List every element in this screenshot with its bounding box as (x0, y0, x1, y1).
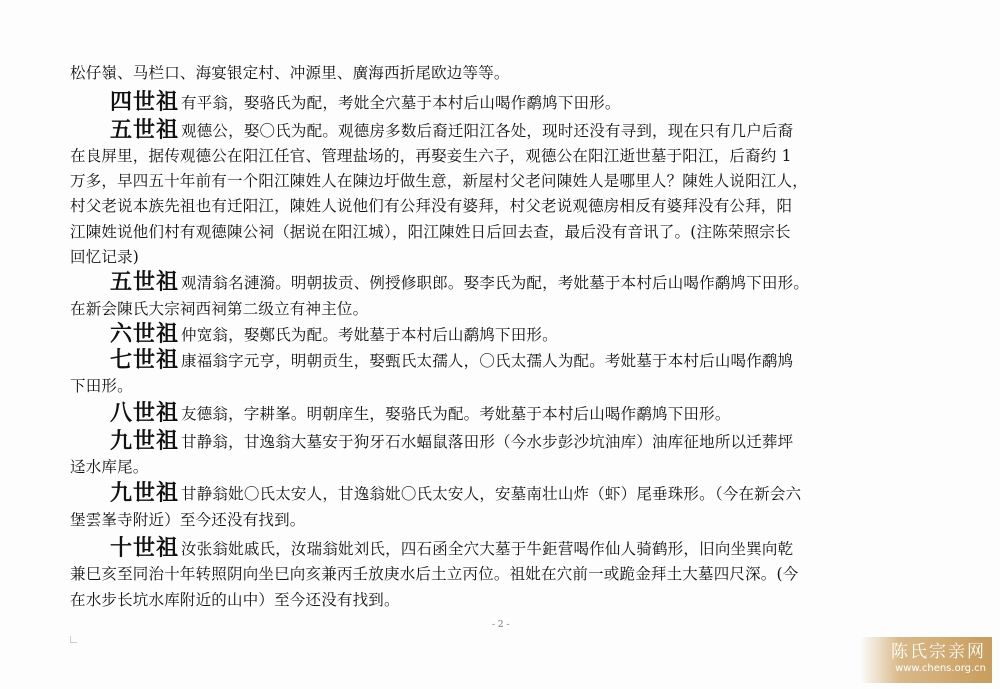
generation-heading: 四世祖 (110, 89, 180, 115)
generation-heading: 八世祖 (110, 400, 180, 426)
section-text: 甘静翁妣〇氏太安人，甘逸翁妣〇氏太安人，安墓南壮山炸（虾）尾垂珠形。（今在新会六 (181, 485, 802, 503)
section-text: 甘静翁，甘逸翁大墓安于狗牙石水蝠鼠落田形（今水步彭沙坑油库）油库征地所以迁葬坪 (181, 433, 794, 451)
text-line: 在水步长坑水库附近的山中）至今还没有找到。 (70, 591, 400, 609)
text-line: 在新会陳氏大宗祠西祠第二级立有神主位。 (70, 300, 369, 318)
text-line: 在良屏里，据传观德公在阳江任官、管理盐场的，再娶妾生六子，观德公在阳江逝世墓于阳江，后裔约 1 (70, 147, 792, 165)
section-text: 友德翁，字耕峯。明朝庠生，娶骆氏为配。考妣墓于本村后山喝作鹬鸠下田形。 (181, 405, 731, 423)
generation-heading: 六世祖 (110, 321, 180, 347)
section-text: 康福翁字元亨，明朝贡生，娶甄氏太孺人，〇氏太孺人为配。考妣墓于本村后山喝作鹬鸠 (181, 352, 794, 370)
site-watermark (860, 637, 992, 683)
section-5th-generation-a (110, 118, 793, 142)
section-10th-generation (110, 536, 793, 560)
watermark-title: 陈氏宗亲网 (891, 642, 986, 662)
section-text: 仲宽翁，娶鄭氏为配。考妣墓于本村后山鹬鸠下田形。 (181, 326, 558, 344)
generation-heading: 九世祖 (110, 428, 180, 454)
text-line: 回忆记录) (70, 248, 140, 266)
section-9th-generation-b (110, 481, 801, 505)
section-7th-generation (110, 348, 793, 372)
section-6th-generation (110, 322, 558, 346)
section-9th-generation-a (110, 429, 793, 453)
generation-heading: 九世祖 (110, 480, 180, 506)
text-line: 松仔嶺、马栏口、海宴银定村、冲源里、廣海西折尾欧边等等。 (70, 64, 510, 82)
section-text: 有平翁，娶骆氏为配，考妣全穴墓于本村后山喝作鹬鸠下田形。 (181, 94, 621, 112)
section-8th-generation (110, 401, 731, 425)
section-5th-generation-b (110, 270, 809, 294)
generation-heading: 五世祖 (110, 269, 180, 295)
scan-corner-mark (70, 636, 77, 643)
page-number: - 2 - (492, 620, 510, 630)
text-line: 江陳姓说他们村有观德陳公祠（据说在阳江城），阳江陳姓日后回去查，最后没有音讯了。(注陈荣照宗长 (70, 223, 791, 241)
text-line: 兼巳亥至同治十年转照阴向坐巳向亥兼丙壬放庚水后土立丙位。祖妣在穴前一或跪金拜土大墓四尺深。(今 (70, 565, 799, 583)
generation-heading: 十世祖 (110, 535, 180, 561)
text-line: 迳水库尾。 (70, 458, 149, 476)
section-text: 观德公，娶〇氏为配。观德房多数后裔迁阳江各处，现时还没有寻到，现在只有几户后裔 (181, 122, 794, 140)
watermark-url: www.chens.org.cn (895, 663, 986, 674)
text-line: 下田形。 (70, 377, 133, 395)
generation-heading: 七世祖 (110, 347, 180, 373)
text-line: 万多，早四五十年前有一个阳江陳姓人在陳边圩做生意，新屋村父老问陳姓人是哪里人？陳姓人说阳江人， (70, 172, 808, 190)
section-text: 汝张翁妣戚氏，汝瑞翁妣刘氏，四石函全穴大墓于牛鉅营喝作仙人骑鹤形，旧向坐巽向乾 (181, 540, 794, 558)
section-text: 观清翁名漣漪。明朝拔贡、例授修职郎。娶李氏为配，考妣墓于本村后山喝作鹬鸠下田形。 (181, 274, 810, 292)
text-line: 村父老说本族先祖也有迁阳江，陳姓人说他们有公拜没有婆拜，村父老说观德房相反有婆拜没有公拜，阳 (70, 197, 793, 215)
section-4th-generation (110, 90, 621, 114)
generation-heading: 五世祖 (110, 117, 180, 143)
text-line: 堡雲峯寺附近）至今还没有找到。 (70, 511, 306, 529)
